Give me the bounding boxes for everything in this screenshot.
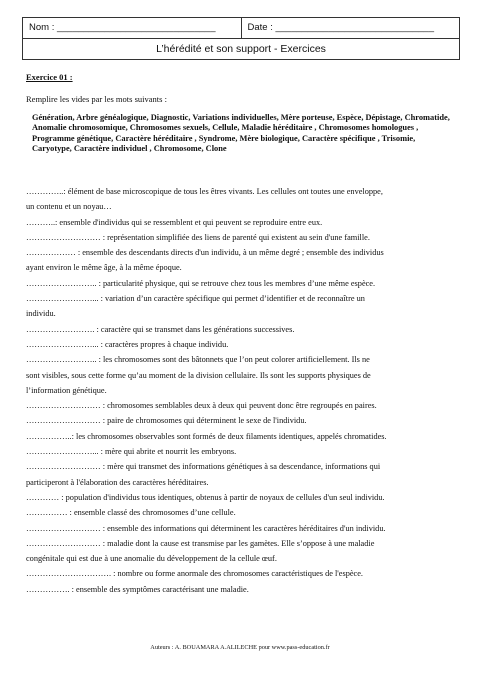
fill-in-line: ayant environ le même âge, à la même époque. <box>26 263 182 273</box>
fill-in-line: …………………….. : particularité physique, qui se retrouve chez tous les membres d’une même espèce. <box>26 278 376 288</box>
fill-in-line: ……………. : ensemble des symptômes caractérisant une maladie. <box>26 584 249 594</box>
exercise-title: Exercice 01 : <box>26 72 73 82</box>
fill-in-line: ……………..: les chromosomes observables sont formés de deux filaments identiques, appelés chromatides. <box>26 431 387 441</box>
header-table <box>22 17 460 60</box>
fill-in-lines <box>26 184 458 597</box>
fill-in-line: congénitale qui est due à une anomalie du développement de la cellule œuf. <box>26 554 277 564</box>
word-bank: Génération, Arbre généalogique, Diagnostic, Variations individuelles, Mère porteuse, Espèce, Dépistage, Chromatide, Anomalie chromosomique, Chromosomes sexuels, Cellule, Maladie héréditaire , Chromosomes homologues , Programme génétique, Caractère héréditaire , Syndrome, Mère biologique, Caractère spécifique , Trisomie, Caryotype, Caractère individuel , Chromosome, Clone <box>32 113 450 154</box>
fill-in-line: ………… : population d'individus tous identiques, obtenus à partir de noyaux de cellules d'un seul individu. <box>26 492 385 502</box>
fill-in-line: ……………………… : maladie dont la cause est transmise par les gamètes. Elle s’oppose à une maladie <box>26 538 375 548</box>
exercise-instruction: Remplire les vides par les mots suivants : <box>26 94 167 104</box>
fill-in-line: individu. <box>26 309 56 319</box>
fill-in-line: ………..: ensemble d'individus qui se ressemblent et qui peuvent se reproduire entre eux. <box>26 217 323 227</box>
fill-in-line: ……………………… : chromosomes semblables deux à deux qui peuvent donc être regroupés en paires. <box>26 401 377 411</box>
fill-in-line: ……………… : ensemble des descendants directs d'un individu, à un même degré ; ensemble des individus <box>26 248 384 258</box>
fill-in-line: ……………………… : représentation simplifiée des liens de parenté qui existent au sein d'une famille. <box>26 232 370 242</box>
fill-in-line: …………………………. : nombre ou forme anormale des chromosomes caractéristiques de l'espèce. <box>26 569 363 579</box>
fill-in-line: participeront à l'élaboration des caractères héréditaires. <box>26 477 209 487</box>
footer-authors: Auteurs : A. BOUAMARA A.ALILECHE pour www.pass-education.fr <box>150 644 330 651</box>
header-row <box>23 18 459 39</box>
fill-in-line: un contenu et un noyau… <box>26 202 112 212</box>
fill-in-line: ……………………… : mère qui transmet des informations génétiques à sa descendance, informations qui <box>26 462 381 472</box>
date-field: Date : ______________________________ <box>241 18 460 38</box>
fill-in-line: …………..: élément de base microscopique de tous les êtres vivants. Les cellules ont toutes une enveloppe, <box>26 187 383 196</box>
fill-in-line: ……………………... : mère qui abrite et nourrit les embryons. <box>26 447 237 457</box>
fill-in-line: l’information génétique. <box>26 385 107 395</box>
fill-in-line: …………… : ensemble classé des chromosomes d’une cellule. <box>26 508 236 518</box>
fill-in-line: ……………………… : ensemble des informations qui déterminent les caractères héréditaires d'un individu. <box>26 523 386 533</box>
name-field: Nom : ______________________________ <box>29 22 216 33</box>
fill-in-line: ……………………... : variation d’un caractère spécifique qui permet d’identifier et de reconnaître un <box>26 294 365 304</box>
fill-in-line: ……………………... : caractères propres à chaque individu. <box>26 339 229 349</box>
fill-in-line: sont visibles, sous cette forme qu’au moment de la division cellulaire. Ils sont les supports physiques de <box>26 370 371 380</box>
fill-in-line: ……………………… : paire de chromosomes qui déterminent le sexe de l'individu. <box>26 416 307 426</box>
document-title: L’hérédité et son support - Exercices <box>156 43 326 55</box>
fill-in-line: ……………………. : caractère qui se transmet dans les générations successives. <box>26 324 295 334</box>
fill-in-line: …………………….. : les chromosomes sont des bâtonnets que l’on peut colorer artificiellement. Ils ne <box>26 355 370 365</box>
